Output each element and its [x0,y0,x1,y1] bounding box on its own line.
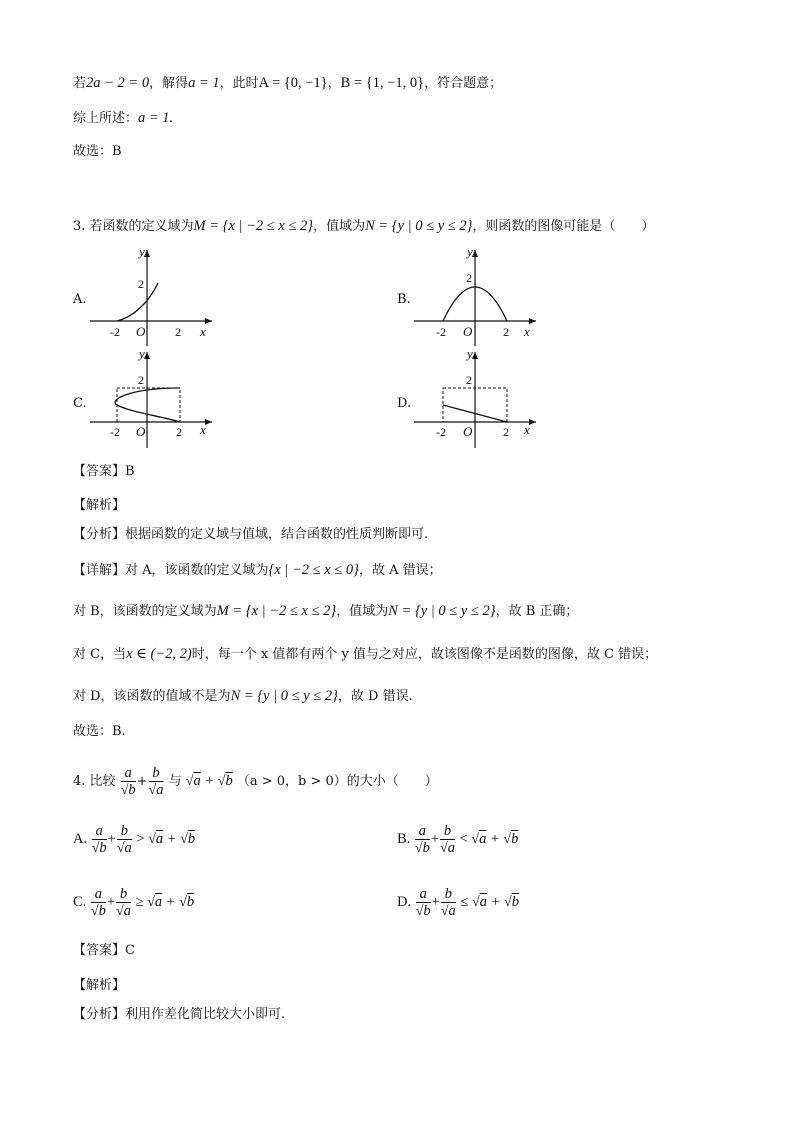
fraction-a-over-sqrt-b: $\frac{a}{√b}$ [120,764,136,798]
question-3-stem: 3. 若函数的定义域为M = {x | −2 ≤ x ≤ 2}，值域为N = {y | 0 ≤ y ≤ 2}，则函数的图像可能是（ ） [73,218,655,234]
tick-top: 2 [138,277,144,291]
q4-fenxi: 【分析】利用作差化简比较大小即可. [73,1007,286,1022]
set-B: B = {1, −1, 0} [340,75,425,91]
range-set-N: N = {y | 0 ≤ y ≤ 2} [365,218,473,234]
svg-text:2: 2 [466,373,472,387]
q3-detail-c: 对 C，当x ∈ (−2, 2)时，每一个 x 值都有两个 y 值与之对应，故该图像不是函数的图像，故 C 错误； [73,646,658,662]
y-label: y [139,248,145,259]
relation: < [459,831,468,847]
equation: 2a − 2 = 0 [86,75,150,91]
q3-detail-a: 【详解】对 A，该函数的定义域为{x | −2 ≤ x ≤ 0}，故 A 错误； [73,562,442,578]
q3-detail-b: 对 B，该函数的定义域为M = {x | −2 ≤ x ≤ 2}，值域为N = {y | 0 ≤ y ≤ 2}，故 B 正确； [73,603,579,619]
option-d-label: D. [397,396,412,411]
graph-d [414,350,544,450]
svg-text:2: 2 [176,425,182,439]
relation: ≤ [460,894,469,910]
svg-text:O: O [136,424,146,439]
q3-answer: 【答案】B [73,464,135,479]
graph-b [414,248,544,348]
svg-text:y: y [139,350,145,361]
svg-text:2: 2 [138,373,144,387]
svg-text:y: y [467,350,473,361]
svg-text:O: O [463,324,473,339]
q3-fenxi: 【分析】根据函数的定义域与值域，结合函数的性质判断即可. [73,527,429,542]
q4-answer: 【答案】C [73,943,135,958]
graph-a [90,248,220,348]
svg-text:-2: -2 [110,425,120,439]
fraction-b-over-sqrt-a: $\frac{b}{√a}$ [148,764,164,798]
line-solution-case: 若2a − 2 = 0，解得a = 1，此时A = {0, −1}，B = {1, −1, 0}，符合题意； [73,75,503,91]
question-4-stem: 4. 比较 $\frac{a}{√b}$ + $\frac{b}{√a}$ 与 √a + √b （a > 0，b > 0）的大小（ ） [73,764,438,798]
line-summary: 综上所述：a = 1. [73,110,174,126]
q4-option-b: B. $\frac{a}{√b}$ + $\frac{b}{√a}$ < √a + √b [397,822,519,856]
svg-text:-2: -2 [436,325,446,339]
option-b-label: B. [397,292,411,307]
graph-c [90,350,220,450]
x-label: x [200,324,206,339]
q3-choose: 故选：B. [73,724,126,739]
q3-detail-d: 对 D，该函数的值域不是为N = {y | 0 ≤ y ≤ 2}，故 D 错误. [73,688,413,704]
q4-option-a: A. $\frac{a}{√b}$ + $\frac{b}{√a}$ > √a + √b [73,822,196,856]
tick-pos: 2 [175,325,181,339]
option-c-label: C. [73,396,87,411]
tick-neg: -2 [110,325,120,339]
q4-analysis-heading: 【解析】 [73,978,126,993]
svg-text:2: 2 [503,425,509,439]
svg-text:2: 2 [466,271,472,285]
svg-text:x: x [200,422,206,437]
svg-text:y: y [467,248,473,259]
sqrt-sum: √a + √b [185,773,233,789]
domain-set-M: M = {x | −2 ≤ x ≤ 2} [193,218,314,234]
svg-text:-2: -2 [436,425,446,439]
relation: > [136,831,145,847]
relation: ≥ [135,894,144,910]
origin: O [136,324,146,339]
q4-option-c: C. $\frac{a}{√b}$ + $\frac{b}{√a}$ ≥ √a + √b [73,885,195,919]
svg-text:2: 2 [503,325,509,339]
svg-text:O: O [463,424,473,439]
line-choice: 故选：B [73,144,122,159]
svg-text:x: x [524,422,530,437]
option-a-label: A. [73,292,87,307]
svg-text:x: x [524,324,530,339]
q4-option-d: D. $\frac{a}{√b}$ + $\frac{b}{√a}$ ≤ √a + √b [397,885,519,919]
set-A: A = {0, −1} [258,75,328,91]
q3-analysis-heading: 【解析】 [73,498,126,513]
